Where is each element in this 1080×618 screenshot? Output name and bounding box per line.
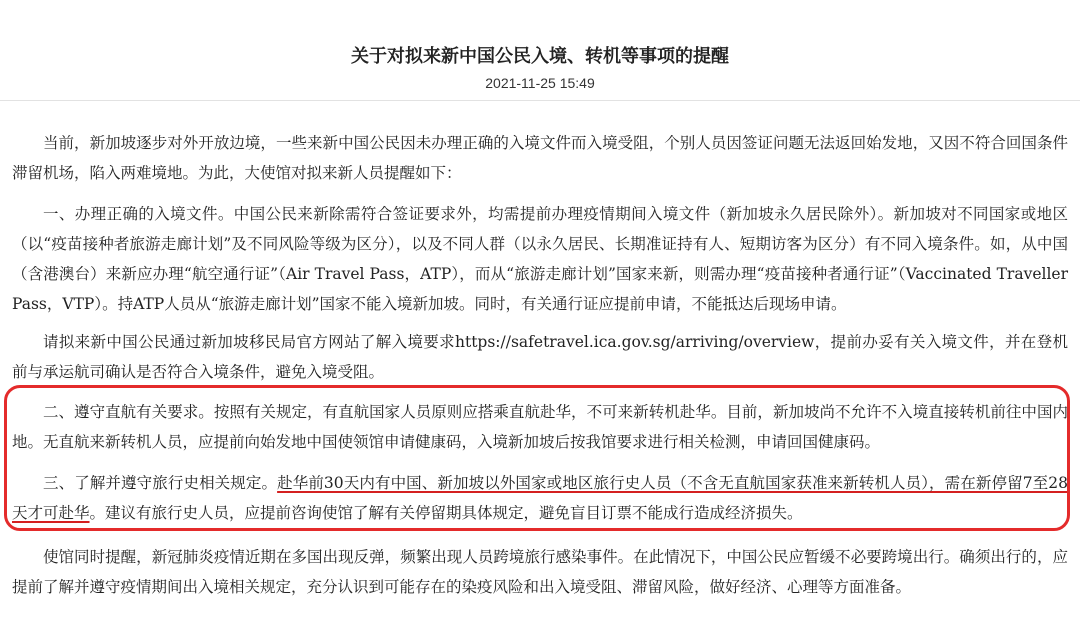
article-title: 关于对拟来新中国公民入境、转机等事项的提醒	[351, 46, 729, 67]
paragraph-intro: 当前，新加坡逐步对外开放边境，一些来新中国公民因未办理正确的入境文件而入境受阻，个别人员因签证问题无法返回始发地，又因不符合回国条件滞留机场，陷入两难境地。为此，大使馆对拟来新人员提醒如下：	[12, 134, 1068, 182]
paragraph-closing-reminder: 使馆同时提醒，新冠肺炎疫情近期在多国出现反弹，频繁出现人员跨境旅行感染事件。在此情况下，中国公民应暂缓不必要跨境出行。确须出行的，应提前了解并遵守疫情期间出入境相关规定，充分认识到可能存在的染疫风险和出入境受阻、滞留风险，做好经济、心理等方面准备。	[12, 548, 1068, 596]
travel-history-advice: 。建议有旅行史人员，应提前咨询使馆了解有关停留期具体规定，避免盲目订票不能成行造成经济损失。	[89, 504, 803, 522]
paragraph-direct-flight: 二、遵守直航有关要求。按照有关规定，有直航国家人员原则应搭乘直航赴华，不可来新转机赴华。目前，新加坡尚不允许不入境直接转机前往中国内地。无直航来新转机人员，应提前向始发地中国使领馆申请健康码，入境新加坡后按我馆要求进行相关检测，申请回国健康码。	[12, 403, 1068, 451]
paragraph-ica-website: 请拟来新中国公民通过新加坡移民局官方网站了解入境要求https://safetravel.ica.gov.sg/arriving/overview，提前办妥有关入境文件，并在登机前与承运航司确认是否符合入境条件，避免入境受阻。	[12, 333, 1068, 381]
paragraph-entry-documents: 一、办理正确的入境文件。中国公民来新除需符合签证要求外，均需提前办理疫情期间入境文件（新加坡永久居民除外）。新加坡对不同国家或地区（以“疫苗接种者旅游走廊计划”及不同风险等级为区分），以及不同人群（以永久居民、长期准证持有人、短期访客为区分）有不同入境条件。如，从中国（含港澳台）来新应办理“航空通行证”（Air Travel Pass，ATP），而从“旅游走廊计划”国家来新，则需办理“疫苗接种者通行证”（Vaccinated Traveller Pass，VTP）。持ATP人员从“旅游走廊计划”国家不能入境新加坡。同时，有关通行证应提前申请，不能抵达后现场申请。	[12, 205, 1068, 313]
underlined-requirement: 赴华前30天内有中国、新加坡以外国家或地区旅行史人员（不含无直航国家获准来新转机人员），需在新停留7至28天才可赴华	[12, 474, 1068, 522]
paragraph-travel-history	[12, 468, 1068, 528]
title-divider	[0, 100, 1080, 101]
travel-history-heading: 三、了解并遵守旅行史相关规定。	[43, 474, 278, 492]
publish-date: 2021-11-25 15:49	[485, 75, 595, 91]
